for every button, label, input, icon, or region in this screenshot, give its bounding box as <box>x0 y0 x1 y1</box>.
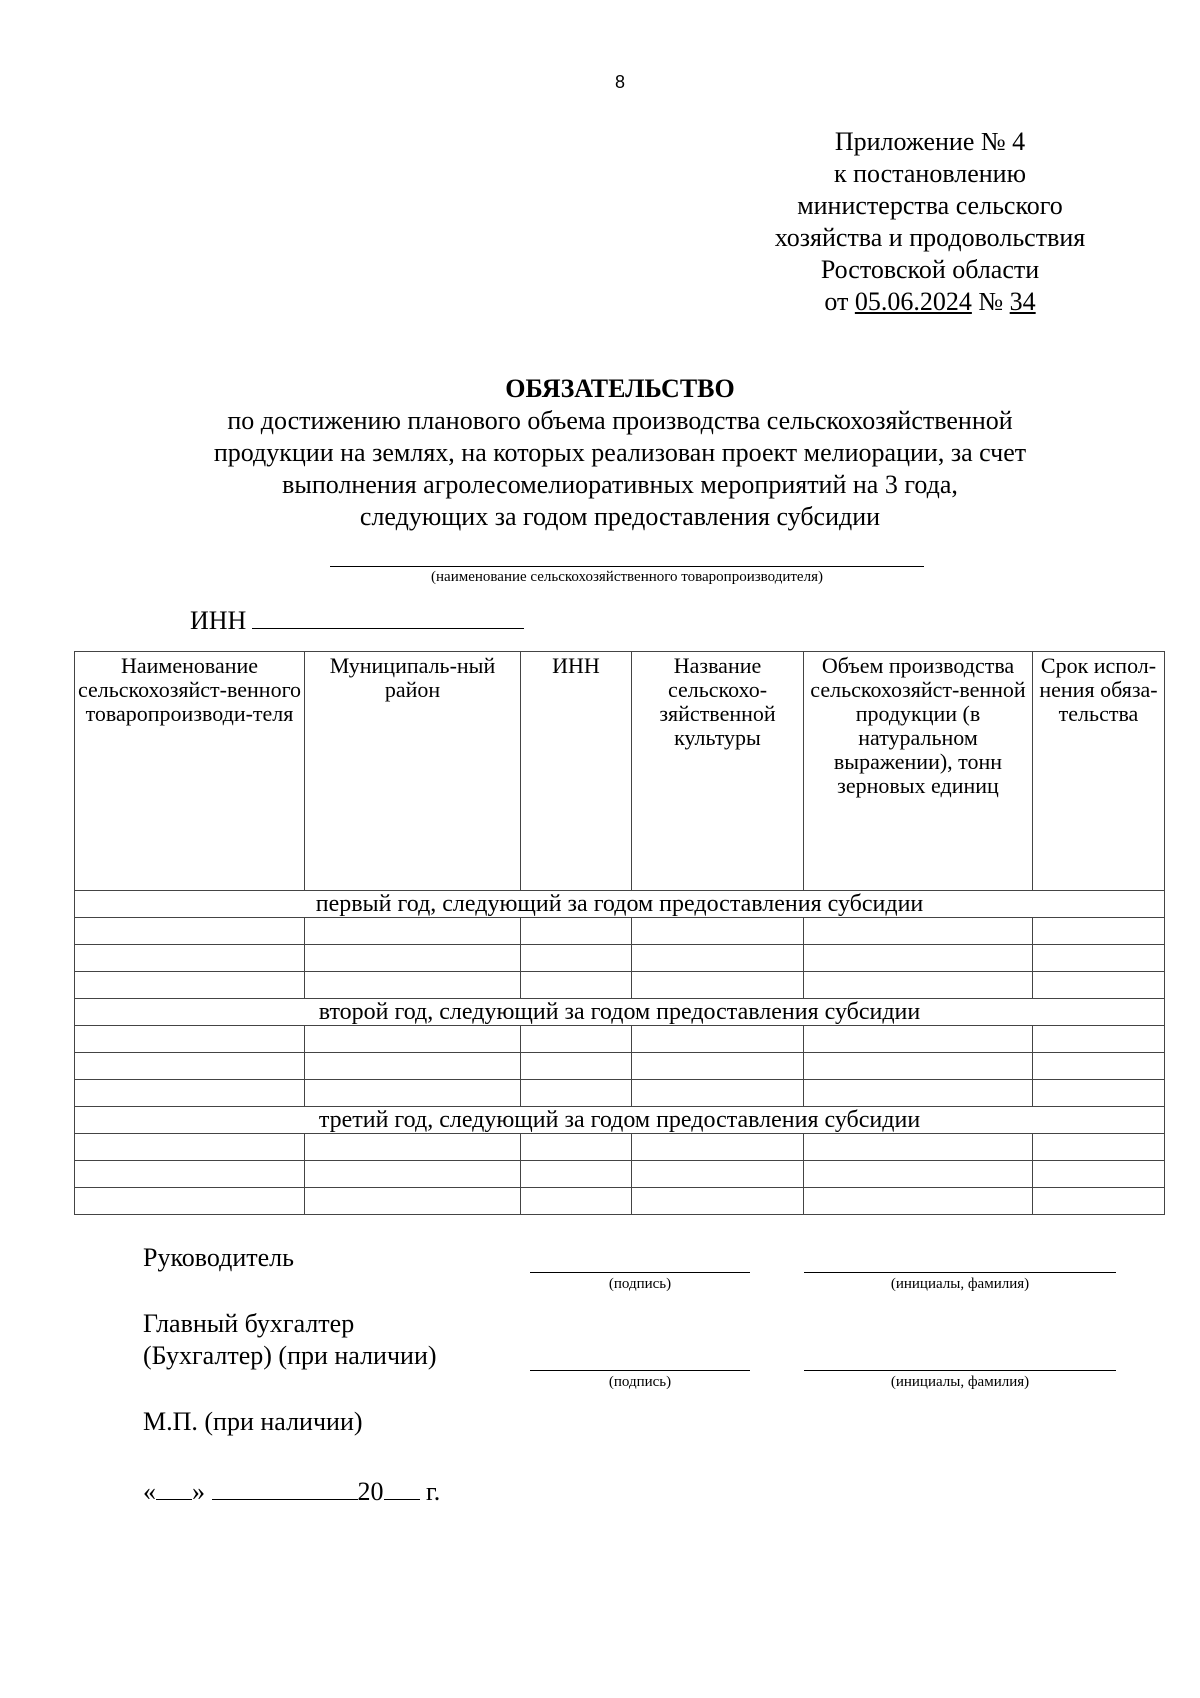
header-producer-name: Наименование сельскохозяйст-венного товаропроизводи-теля <box>75 652 305 891</box>
table-cell[interactable] <box>305 1161 521 1188</box>
table-cell[interactable] <box>305 945 521 972</box>
header-municipal-district: Муниципаль-ный район <box>305 652 521 891</box>
table-cell[interactable] <box>305 1080 521 1107</box>
accountant-signature-caption: (подпись) <box>608 1374 672 1390</box>
head-label: Руководитель <box>143 1243 294 1272</box>
table-cell[interactable] <box>75 1026 305 1053</box>
table-cell[interactable] <box>305 1053 521 1080</box>
table-cell[interactable] <box>632 1134 804 1161</box>
inn-field[interactable] <box>252 602 524 629</box>
table-cell[interactable] <box>305 1134 521 1161</box>
table-cell[interactable] <box>305 918 521 945</box>
table-cell[interactable] <box>305 1026 521 1053</box>
appendix-line-3: министерства сельского <box>797 191 1063 220</box>
table-cell[interactable] <box>75 1080 305 1107</box>
table-cell[interactable] <box>632 1026 804 1053</box>
table-row <box>75 1080 1165 1107</box>
table-row <box>75 1161 1165 1188</box>
resolution-number: 34 <box>1009 287 1036 316</box>
table-cell[interactable] <box>804 972 1033 999</box>
section-third-year: третий год, следующий за годом предоставления субсидии <box>75 1107 1165 1134</box>
subtitle-line-3: выполнения агролесомелиоративных мероприятий на 3 года, <box>282 470 958 499</box>
head-signature-caption: (подпись) <box>608 1276 672 1292</box>
table-cell[interactable] <box>521 1026 632 1053</box>
table-cell[interactable] <box>632 1080 804 1107</box>
head-name-caption: (инициалы, фамилия) <box>890 1276 1030 1292</box>
table-cell[interactable] <box>1033 1080 1165 1107</box>
table-cell[interactable] <box>75 1188 305 1215</box>
accountant-label-line-2: (Бухгалтер) (при наличии) <box>143 1341 437 1370</box>
day-field[interactable] <box>156 1475 192 1500</box>
table-cell[interactable] <box>804 1080 1033 1107</box>
appendix-line-5: Ростовской области <box>820 255 1040 284</box>
producer-name-field[interactable] <box>330 566 924 567</box>
table-cell[interactable] <box>804 1134 1033 1161</box>
header-inn: ИНН <box>521 652 632 891</box>
year-suffix: г. <box>426 1477 441 1506</box>
commitment-table <box>74 651 1165 1215</box>
appendix-line-1: Приложение № 4 <box>834 127 1026 156</box>
month-field[interactable] <box>212 1475 358 1500</box>
table-cell[interactable] <box>804 1053 1033 1080</box>
appendix-block <box>720 126 1140 318</box>
table-cell[interactable] <box>1033 945 1165 972</box>
appendix-date-line <box>720 286 1140 318</box>
table-cell[interactable] <box>632 1053 804 1080</box>
year-prefix: 20 <box>357 1477 384 1506</box>
table-cell[interactable] <box>521 945 632 972</box>
table-row <box>75 945 1165 972</box>
table-header-row <box>75 652 1165 891</box>
table-row <box>75 1053 1165 1080</box>
table-cell[interactable] <box>1033 918 1165 945</box>
table-cell[interactable] <box>521 1188 632 1215</box>
table-cell[interactable] <box>521 972 632 999</box>
table-cell[interactable] <box>1033 1188 1165 1215</box>
table-cell[interactable] <box>1033 1134 1165 1161</box>
table-cell[interactable] <box>75 1134 305 1161</box>
inn-row <box>190 602 524 636</box>
year-field[interactable] <box>384 1475 420 1500</box>
table-row <box>75 1134 1165 1161</box>
accountant-name-field[interactable] <box>804 1370 1116 1371</box>
table-cell[interactable] <box>521 1053 632 1080</box>
accountant-signature-field[interactable] <box>530 1370 750 1371</box>
table-cell[interactable] <box>632 918 804 945</box>
table-row <box>75 918 1165 945</box>
accountant-name-caption: (инициалы, фамилия) <box>890 1374 1030 1390</box>
table-row <box>75 972 1165 999</box>
table-cell[interactable] <box>804 1026 1033 1053</box>
table-cell[interactable] <box>632 972 804 999</box>
table-cell[interactable] <box>1033 1161 1165 1188</box>
table-cell[interactable] <box>804 945 1033 972</box>
table-cell[interactable] <box>1033 972 1165 999</box>
accountant-label <box>143 1308 437 1372</box>
inn-label: ИНН <box>190 606 247 635</box>
table-cell[interactable] <box>75 945 305 972</box>
header-production-volume: Объем производства сельскохозяйст-венной продукции (в натуральном выражении), тонн зерновых единиц <box>804 652 1033 891</box>
number-prefix: № <box>978 287 1004 316</box>
date-close-quote: » <box>192 1477 205 1506</box>
subtitle-line-2: продукции на землях, на которых реализован проект мелиорации, за счет <box>213 438 1027 467</box>
date-prefix: от <box>824 287 849 316</box>
document-title: ОБЯЗАТЕЛЬСТВО <box>505 374 735 403</box>
table-cell[interactable] <box>1033 1026 1165 1053</box>
section-second-year: второй год, следующий за годом предоставления субсидии <box>75 999 1165 1026</box>
table-cell[interactable] <box>75 918 305 945</box>
producer-caption: (наименование сельскохозяйственного товаропроизводителя) <box>431 569 823 585</box>
title-block <box>100 373 1140 533</box>
subtitle-line-1: по достижению планового объема производства сельскохозяйственной <box>227 406 1013 435</box>
table-cell[interactable] <box>804 1188 1033 1215</box>
appendix-line-2: к постановлению <box>833 159 1027 188</box>
head-name-field[interactable] <box>804 1272 1116 1273</box>
table-cell[interactable] <box>521 1134 632 1161</box>
table-cell[interactable] <box>804 1161 1033 1188</box>
table-cell[interactable] <box>521 1161 632 1188</box>
header-crop-name: Название сельскохо-зяйственной культуры <box>632 652 804 891</box>
resolution-date: 05.06.2024 <box>854 287 972 316</box>
stamp-label: М.П. (при наличии) <box>143 1407 363 1436</box>
table-cell[interactable] <box>632 1188 804 1215</box>
table-cell[interactable] <box>632 1161 804 1188</box>
subtitle-line-4: следующих за годом предоставления субсидии <box>359 502 881 531</box>
date-field <box>143 1475 440 1507</box>
table-cell[interactable] <box>521 1080 632 1107</box>
table-row <box>75 1026 1165 1053</box>
head-signature-field[interactable] <box>530 1272 750 1273</box>
table-row <box>75 1188 1165 1215</box>
table-cell[interactable] <box>305 972 521 999</box>
table-cell[interactable] <box>75 972 305 999</box>
table-cell[interactable] <box>632 945 804 972</box>
table-cell[interactable] <box>1033 1053 1165 1080</box>
table-cell[interactable] <box>804 918 1033 945</box>
table-cell[interactable] <box>75 1053 305 1080</box>
appendix-line-4: хозяйства и продовольствия <box>774 223 1086 252</box>
accountant-label-line-1: Главный бухгалтер <box>143 1309 355 1338</box>
section-first-year: первый год, следующий за годом предоставления субсидии <box>75 891 1165 918</box>
table-cell[interactable] <box>75 1161 305 1188</box>
date-open-quote: « <box>143 1477 156 1506</box>
header-deadline: Срок испол-нения обяза-тельства <box>1033 652 1165 891</box>
page-number: 8 <box>614 72 625 92</box>
table-cell[interactable] <box>521 918 632 945</box>
table-cell[interactable] <box>305 1188 521 1215</box>
